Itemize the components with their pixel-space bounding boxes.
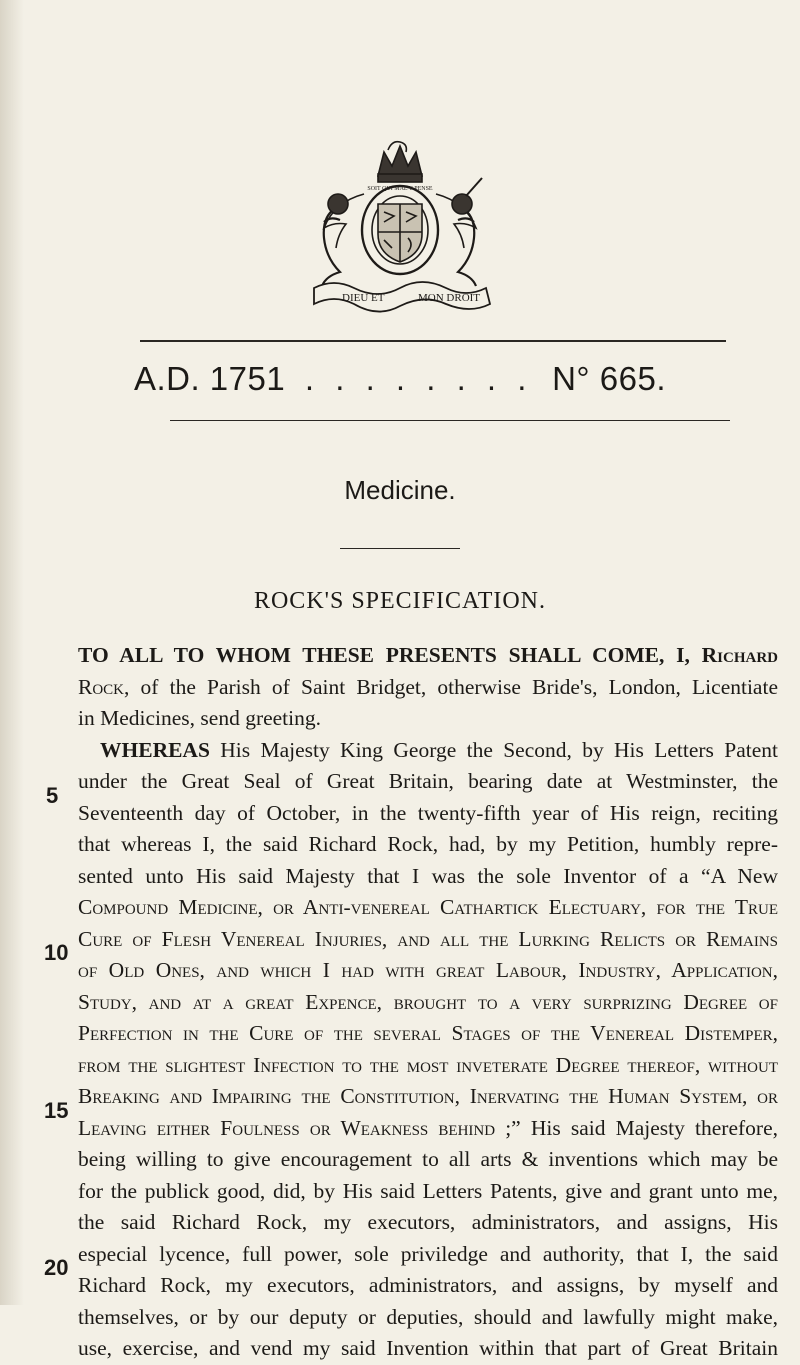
body-line: Compound Medicine, or Anti-venereal Cathartick Electuary, for the True [78,895,778,919]
top-rule [140,340,726,342]
patent-header [0,360,800,398]
body-line: from the slightest Infection to the most inveterate Degree thereof, without [78,1052,778,1077]
line-number-20: 20 [44,1255,69,1280]
garter-text: SOIT QUI MAL Y PENSE [367,186,433,192]
body-line: Seventeenth day of October, in the twenty-fifth year of His reign, reciting [78,800,778,825]
body-line: Rock, of the Parish of Saint Bridget, otherwise Bride's, London, Licentiate [78,674,778,699]
specification-title: ROCK'S SPECIFICATION. [253,588,547,614]
body-line: being willing to give encouragement to all arts & inventions which may be [78,1147,778,1171]
patent-leader: . . . . . . . . [304,360,533,397]
body-line: themselves, or by our deputy or deputies, should and lawfully might make, [78,1304,778,1329]
body-line: Richard Rock, my executors, administrators, and assigns, by myself and [78,1273,778,1297]
line-number-5: 5 [46,783,59,808]
body-line: Study, and at a great Expence, brought to a very surprizing Degree of [78,989,778,1014]
body-line: use, exercise, and vend my said Invention within that part of Great Britain [78,1336,778,1360]
specification-body [78,640,778,1365]
line-number-10: 10 [44,940,69,965]
body-line: Perfection in the Cure of the several Stages of the Venereal Distemper, [78,1021,778,1045]
patent-number: N° 665. [552,360,667,397]
body-line: under the Great Seal of Great Britain, bearing date at Westminster, the [78,769,778,793]
body-line: that whereas I, the said Richard Rock, had, by my Petition, humbly repre- [78,832,778,856]
page-edge-shadow [0,0,24,1305]
body-line: Leaving either Foulness or Weakness behind ;” His said Majesty therefore, [78,1115,778,1140]
line-number-15: 15 [44,1098,69,1123]
bottom-rule [170,420,730,421]
body-line: in Medicines, send greeting. [78,706,322,730]
patent-year: A.D. 1751 [133,360,286,397]
short-rule [340,548,460,549]
body-line: the said Richard Rock, my executors, administrators, and assigns, His [78,1210,778,1234]
body-line: Breaking and Impairing the Constitution, Inervating the Human System, or [78,1084,778,1108]
motto-left: DIEU ET [342,292,385,304]
body-line: TO ALL TO WHOM THESE PRESENTS SHALL COME, I, Richard [78,643,778,667]
body-line: for the publick good, did, by His said Letters Patents, give and grant unto me, [78,1178,778,1203]
body-line: WHEREAS His Majesty King George the Second, by His Letters Patent [100,737,778,762]
subject-heading: Medicine. [344,475,456,505]
body-line: Cure of Flesh Venereal Injuries, and all the Lurking Relicts or Remains [78,926,778,951]
royal-coat-of-arms [280,138,520,316]
body-line: especial lycence, full power, sole priviledge and authority, that I, the said [78,1241,778,1266]
body-line: sented unto His said Majesty that I was the sole Inventor of a “A New [78,863,778,888]
crest-icon [280,138,520,316]
motto-right: MON DROIT [418,292,481,304]
body-line: of Old Ones, and which I had with great Labour, Industry, Application, [78,958,778,982]
